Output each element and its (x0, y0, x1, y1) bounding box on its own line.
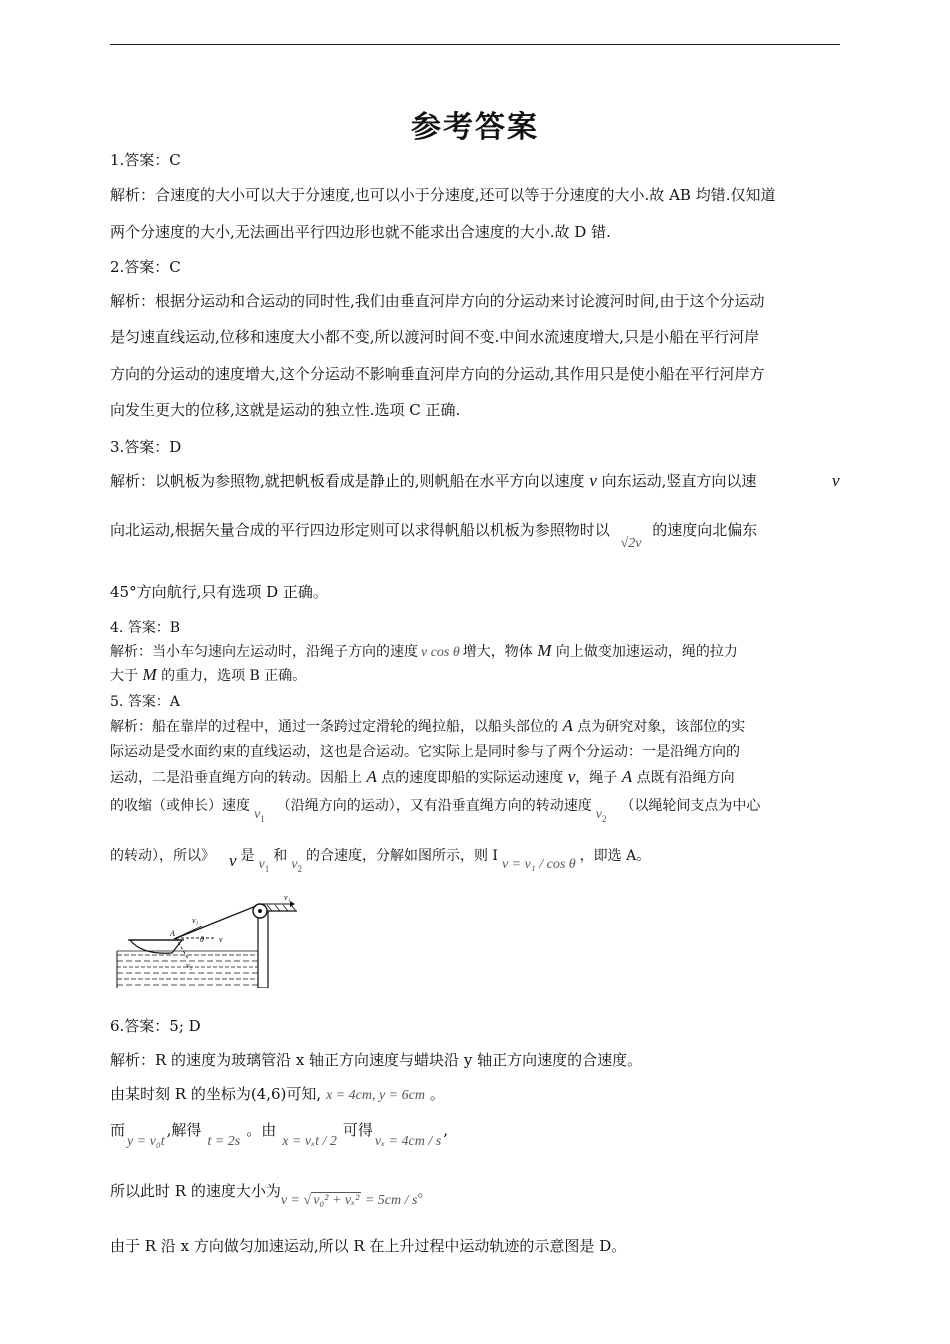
q5-text-e: ，绳子 (575, 770, 618, 786)
q2-analysis-line4: 向发生更大的位移,这就是运动的独立性.选项 C 正确. (110, 401, 461, 419)
q6-text-i: 。 (417, 1182, 433, 1200)
q5-v1-symbol-b: $v_1$ (258, 857, 270, 874)
diagram-label-v1-top: v₁ (284, 893, 291, 902)
q5-text-b: 点为研究对象，该部位的实 (577, 719, 746, 735)
q4-vcos-expression: v cos θ (421, 645, 460, 660)
q3-velocity-v2: v (832, 471, 840, 490)
q5-text-j: 的转动），所以》 (110, 848, 215, 864)
q3-text-d: 的速度向北偏东 (652, 521, 758, 539)
q6-text-e: 。由 (246, 1121, 277, 1139)
q1-analysis-line1: 解析：合速度的大小可以大于分速度,也可以小于分速度,还可以等于分速度的大小.故 AB 均错.仅知道 (110, 186, 776, 204)
q5-analysis-line3 (110, 767, 735, 788)
q6-analysis-line1: 解析：R 的速度为玻璃管沿 x 轴正方向速度与蜡块沿 y 轴正方向速度的合速度。 (110, 1051, 643, 1069)
q3-text-c: 向北运动,根据矢量合成的平行四边形定则可以求得帆船以机板为参照物时以 (110, 521, 610, 539)
q6-text-f: 可得 (342, 1121, 373, 1139)
q3-answer: 3.答案：D (110, 438, 182, 456)
q3-text-b: 向东运动,竖直方向以速 (596, 472, 757, 490)
q4-analysis-line2 (110, 665, 306, 686)
q5-analysis-line2: 际运动是受水面约束的直线运动，这也是合运动。它实际上是同时参与了两个分运动：一是沿绳方向的 (110, 744, 740, 760)
q5-analysis-line5 (110, 845, 651, 874)
q4-text-d: 大于 (110, 668, 138, 684)
q4-mass-M: M (537, 641, 552, 660)
q5-text-l: 和 (273, 848, 288, 864)
q6-text-h: 所以此时 R 的速度大小为 (110, 1182, 281, 1200)
q5-answer: 5. 答案：A (110, 694, 180, 710)
q5-text-g: 的收缩（或伸长）速度 (110, 798, 250, 814)
diagram-label-v: v (219, 935, 223, 944)
q4-text-a: 解析：当小车匀速向左运动时，沿绳子方向的速度 (110, 644, 418, 660)
q5-text-f: 点既有沿绳方向 (636, 770, 735, 786)
q3-sqrt-expression: √2v (620, 536, 642, 551)
q5-text-a: 解析：船在靠岸的过程中，通过一条跨过定滑轮的绳拉船，以船头部位的 (110, 719, 558, 735)
q6-coords: x = 4cm, y = 6cm (325, 1088, 425, 1103)
q6-analysis-line3 (110, 1120, 448, 1149)
q6-answer: 6.答案：5; D (110, 1017, 201, 1035)
q5-text-n: ，即选 A。 (579, 848, 651, 864)
header-rule (110, 44, 840, 45)
page-title: 参考答案 (411, 110, 539, 145)
q5-point-A2: A (366, 767, 377, 786)
q5-point-A: A (562, 716, 573, 735)
q6-eq-y: y = v₀t (127, 1134, 165, 1149)
rope (174, 906, 256, 939)
q5-v2-symbol-b: $v_2$ (291, 857, 302, 874)
q6-text-c: 而 (110, 1121, 126, 1139)
boat-pulley-diagram (112, 893, 302, 988)
q5-text-c: 运动，二是沿垂直绳方向的转动。因船上 (110, 770, 362, 786)
q3-analysis-line3: 45°方向航行,只有选项 D 正确。 (110, 583, 328, 601)
q6-text-d: ,解得 (166, 1121, 202, 1139)
q5-velocity-v2: v (229, 851, 237, 870)
q5-v2-symbol: $v_2$ (595, 807, 607, 824)
q5-analysis-line4 (110, 796, 761, 824)
q6-text-a: 由某时刻 R 的坐标为(4,6)可知, (110, 1085, 322, 1103)
q5-formula: v = v₁ / cos θ (501, 857, 576, 872)
q4-text-e: 的重力，选项 B 正确。 (161, 668, 307, 684)
q4-text-c: 向上做变加速运动，绳的拉力 (555, 644, 738, 660)
q5-text-m: 的合速度，分解如图所示，则 I (305, 848, 498, 864)
q5-analysis-line1 (110, 716, 745, 737)
q3-analysis-line1 (110, 471, 840, 491)
diagram-label-v2: v₂ (186, 961, 193, 970)
q6-eq-vx: vₓ = 4cm / s (374, 1134, 442, 1149)
q3-velocity-v: v (589, 471, 597, 490)
q2-analysis-line1: 解析：根据分运动和合运动的同时性,我们由垂直河岸方向的分运动来讨论渡河时间,由于这个分运动 (110, 292, 765, 310)
q4-answer: 4. 答案：B (110, 620, 181, 636)
diagram-label-A: A (170, 929, 175, 938)
q6-analysis-line5: 由于 R 沿 x 方向做匀加速运动,所以 R 在上升过程中运动轨迹的示意图是 D。 (110, 1237, 627, 1255)
q5-text-d: 点的速度即船的实际运动速度 (381, 770, 564, 786)
q1-analysis-line2: 两个分速度的大小,无法画出平行四边形也就不能求出合速度的大小.故 D 错. (110, 223, 611, 241)
q4-mass-M2: M (142, 665, 157, 684)
q2-analysis-line3: 方向的分运动的速度增大,这个分运动不影响垂直河岸方向的分运动,其作用只是使小船在平行河岸方 (110, 365, 765, 383)
q2-answer: 2.答案：C (110, 258, 181, 276)
q3-text-a: 解析：以帆板为参照物,就把帆板看成是静止的,则帆船在水平方向以速度 (110, 472, 590, 490)
q5-point-A3: A (621, 767, 633, 786)
q4-text-b: 增大，物体 (462, 644, 533, 660)
q6-analysis-line4 (110, 1181, 433, 1208)
q5-text-k: 是 (240, 848, 255, 864)
q1-answer: 1.答案：C (110, 151, 181, 169)
q5-velocity-v: v (567, 767, 576, 786)
q6-text-g: , (443, 1121, 448, 1139)
diagram-label-v1: v₁ (192, 916, 199, 925)
diagram-label-theta: θ (200, 935, 204, 944)
q6-eq-x: x = vₓt / 2 (282, 1134, 337, 1149)
q6-text-b: 。 (429, 1085, 445, 1103)
q4-analysis-line1 (110, 641, 738, 663)
q6-eq-t: t = 2s (207, 1134, 241, 1149)
q6-analysis-line2 (110, 1084, 445, 1106)
q2-analysis-line2: 是匀速直线运动,位移和速度大小都不变,所以渡河时间不变.中间水流速度增大,只是小船在平行河岸 (110, 328, 760, 346)
q5-v1-symbol: $v_1$ (254, 807, 265, 824)
q6-speed-formula: v = √ v₀² + vₓ² = 5cm / s (280, 1193, 418, 1208)
q3-analysis-line2 (110, 520, 758, 551)
q5-text-i: （以绳轮间支点为中心 (620, 798, 761, 814)
q5-text-h: （沿绳方向的运动），又有沿垂直绳方向的转动速度 (276, 798, 592, 814)
